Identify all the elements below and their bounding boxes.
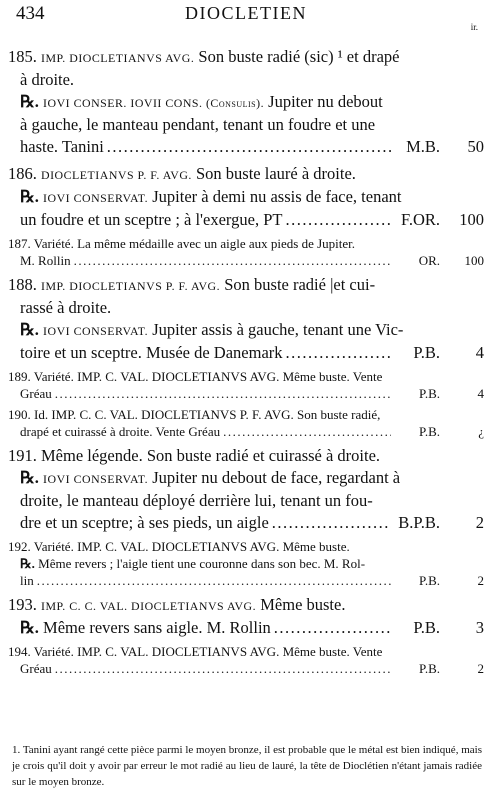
reverse-sign: ℞. (20, 320, 39, 339)
reverse-text: Jupiter assis à gauche, tenant une Vic- (152, 320, 404, 339)
entry-number: 188. (8, 275, 37, 294)
leader-dots (107, 136, 391, 158)
metal: OR. (418, 253, 440, 268)
entry-last-line (8, 385, 484, 402)
entry-190 (8, 406, 484, 440)
reverse-sign: ℞. (20, 92, 39, 111)
quantity: 100 (459, 210, 484, 229)
reverse-legend: IOVI CONSERVAT. (43, 472, 149, 486)
reverse-text: Même revers ; l'aigle tient une couronne dans son bec. M. Rol- (38, 556, 366, 571)
quantity: 100 (464, 253, 484, 268)
last-text: un foudre et un sceptre ; à l'exergue, PT (20, 210, 283, 229)
reverse-legend: IOVI CONSERVAT. (43, 324, 149, 338)
leader-dots (285, 209, 391, 231)
entry-last-line (8, 512, 484, 534)
entry-number: 193. (8, 595, 37, 614)
leader-dots (37, 572, 391, 589)
page-number: 434 (16, 3, 45, 24)
reverse-legend: IOVI CONSER. IOVII CONS. (Consulis). (43, 96, 265, 110)
metal: P.B. (419, 573, 440, 588)
entry-last-line (8, 136, 484, 158)
entry-text: Variété. La même médaille avec un aigle aux pieds de Jupiter. (33, 236, 356, 251)
leader-dots (55, 385, 391, 402)
last-text: Même revers sans aigle. M. Rollin (43, 618, 271, 637)
entry-number: 189. (8, 369, 31, 384)
reverse-text: Jupiter à demi nu assis de face, tenant (152, 187, 402, 206)
obverse-text: Son buste radié (sic) ¹ et drapé (198, 47, 400, 66)
reverse-sign: ℞. (20, 468, 39, 487)
metal: F.OR. (400, 210, 440, 229)
corner-mark: ir. (470, 22, 478, 32)
entry-number: 190. (8, 407, 31, 422)
reverse-text: Jupiter nu debout (268, 92, 383, 111)
entry-text: Variété. IMP. C. VAL. DIOCLETIANVS AVG. Même buste. Vente (33, 369, 383, 384)
obverse-legend: IMP. C. C. VAL. DIOCLETIANVS AVG. (41, 599, 257, 613)
obverse-continuation: à droite. (20, 70, 75, 89)
entry-194 (8, 643, 484, 677)
leader-dots (286, 342, 391, 364)
reverse-sign: ℞. (20, 618, 39, 637)
last-text: M. Rollin (20, 253, 71, 268)
last-text: drapé et cuirassé à droite. Vente Gréau (20, 424, 221, 439)
entry-185 (8, 46, 484, 158)
entry-number: 186. (8, 164, 37, 183)
quantity: 2 (475, 513, 484, 532)
reverse-continuation: à gauche, le manteau pendant, tenant un foudre et une (20, 115, 376, 134)
quantity: 3 (475, 618, 484, 637)
entry-number: 194. (8, 644, 31, 659)
last-text: toire et un sceptre. Musée de Danemark (20, 343, 283, 362)
reverse-continuation: droite, le manteau déployé derrière lui, tenant un fou- (20, 491, 373, 510)
leader-dots (55, 660, 391, 677)
quantity: 2 (477, 661, 484, 676)
obverse-text: Même légende. Son buste radié et cuirassé à droite. (41, 446, 381, 465)
entry-189 (8, 368, 484, 402)
entry-186 (8, 163, 484, 231)
leader-dots (223, 423, 391, 440)
entry-188 (8, 274, 484, 364)
quantity: 4 (475, 343, 484, 362)
metal: P.B. (419, 661, 440, 676)
entry-187 (8, 235, 484, 269)
last-text: Gréau (20, 386, 52, 401)
running-title: DIOCLETIEN (185, 3, 307, 23)
last-text: Gréau (20, 661, 52, 676)
obverse-text: Même buste. (260, 595, 346, 614)
metal: M.B. (406, 137, 440, 156)
entry-last-line (8, 660, 484, 677)
leader-dots (272, 512, 391, 534)
catalogue-entries (8, 46, 484, 677)
obverse-text: Son buste radié |et cui- (224, 275, 376, 294)
last-text: lin (20, 573, 34, 588)
entry-text: Variété. IMP. C. VAL. DIOCLETIANVS AVG. Même buste. (33, 539, 350, 554)
reverse-sign: ℞. (20, 556, 35, 571)
quantity: ¿ (478, 424, 484, 439)
reverse-legend: IOVI CONSERVAT. (43, 191, 149, 205)
reverse-text: Jupiter nu debout de face, regardant à (152, 468, 401, 487)
metal: P.B. (419, 424, 440, 439)
obverse-text: Son buste lauré à droite. (196, 164, 356, 183)
entry-192 (8, 538, 484, 589)
quantity: 50 (467, 137, 484, 156)
quantity: 4 (477, 386, 484, 401)
entry-last-line (8, 342, 484, 364)
entry-text: Id. IMP. C. C. VAL. DIOCLETIANVS P. F. AVG. Son buste radié, (34, 407, 381, 422)
entry-last-line (8, 252, 484, 269)
entry-text: Variété. IMP. C. VAL. DIOCLETIANVS AVG. Même buste. Vente (33, 644, 383, 659)
quantity: 2 (477, 573, 484, 588)
entry-last-line (8, 209, 484, 231)
leader-dots (74, 252, 391, 269)
last-text: dre et un sceptre; à ses pieds, un aigle (20, 513, 269, 532)
leader-dots (274, 617, 391, 639)
footnote: 1. Tanini ayant rangé cette pièce parmi le moyen bronze, il est probable que le métal est bien indiqué, mais je crois qu'il doit y avoir par erreur le mot radié au lieu de lauré, la tête de Dioclétien n'étant jamais radiée sur le moyen bronze. (12, 744, 482, 788)
obverse-legend: IMP. DIOCLETIANVS AVG. (41, 51, 195, 65)
obverse-continuation: rassé à droite. (20, 298, 112, 317)
last-text: haste. Tanini (20, 137, 104, 156)
entry-number: 185. (8, 47, 37, 66)
entry-number: 192. (8, 539, 31, 554)
entry-191 (8, 445, 484, 534)
entry-last-line (8, 617, 484, 639)
entry-number: 187. (8, 236, 31, 251)
entry-last-line (8, 572, 484, 589)
obverse-legend: DIOCLETIANVS P. F. AVG. (41, 168, 192, 182)
metal: P.B. (413, 343, 440, 362)
obverse-legend: IMP. DIOCLETIANVS P. F. AVG. (41, 279, 221, 293)
metal: P.B. (413, 618, 440, 637)
entry-last-line (8, 423, 484, 440)
entry-number: 191. (8, 446, 37, 465)
metal: B.P.B. (398, 513, 440, 532)
metal: P.B. (419, 386, 440, 401)
reverse-sign: ℞. (20, 187, 39, 206)
entry-193 (8, 594, 484, 639)
